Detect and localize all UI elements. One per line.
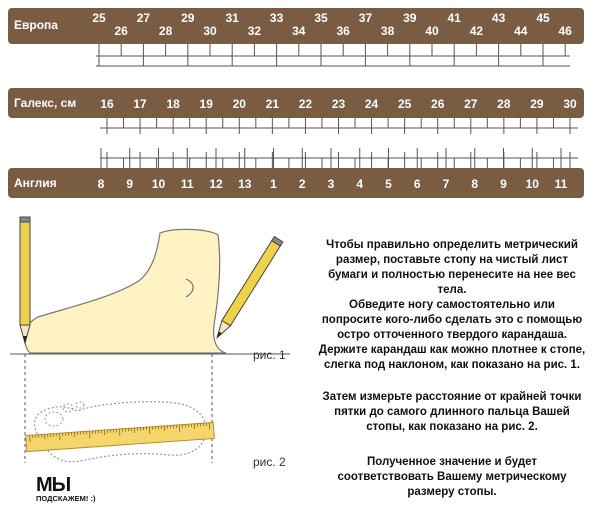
europe-upper-number-4: 33 [269, 11, 284, 25]
galeks-number-13: 29 [530, 97, 544, 111]
england-label: Англия [14, 176, 57, 190]
europe-upper-number-1: 27 [136, 11, 151, 25]
england-number-8: 3 [327, 177, 335, 191]
galeks-number-9: 25 [397, 97, 412, 111]
england-number-12: 7 [442, 177, 450, 191]
england-number-3: 11 [180, 177, 194, 191]
pencil-right-icon [213, 237, 283, 341]
europe-upper-number-7: 39 [403, 11, 417, 25]
galeks-label: Галекс, см [14, 96, 77, 110]
europe-upper-number-3: 31 [225, 11, 239, 25]
galeks-number-2: 18 [166, 97, 180, 111]
europe-upper-number-10: 45 [536, 11, 550, 25]
instruction-paragraph-4: Полученное значение и будет соответствовать Вашему метрическому размеру стопы. [337, 456, 567, 498]
england-number-11: 6 [413, 177, 421, 191]
europe-upper-number-5: 35 [314, 11, 328, 25]
england-number-6: 1 [270, 177, 277, 191]
logo-sub-text: ПОДСКАЖЕМ! :) [36, 494, 96, 503]
foot-side-view [25, 229, 226, 353]
europe-lower-number-7: 40 [425, 24, 439, 38]
toe-3 [76, 402, 84, 408]
europe-lower-number-2: 30 [203, 24, 217, 38]
instruction-paragraph-2: Обведите ногу самостоятельно или попросите кого-либо сделать это с помощью остро отточенного твердого карандаша. Держите карандаш как можно плотнее к стопе, слегка под наклоном, как показано на рис. 1. [318, 299, 586, 371]
europe-lower-number-5: 36 [336, 24, 350, 38]
europe-upper-number-9: 43 [491, 11, 506, 25]
pencil-left-icon [20, 217, 30, 343]
europe-upper-number-0: 25 [92, 11, 106, 25]
europe-lower-number-3: 32 [247, 24, 262, 38]
england-number-1: 9 [126, 177, 134, 191]
galeks-number-8: 24 [364, 97, 379, 111]
europe-lower-number-6: 38 [380, 24, 395, 38]
europe-upper-number-8: 41 [447, 11, 461, 25]
england-number-10: 5 [385, 177, 392, 191]
galeks-number-1: 17 [133, 97, 147, 111]
england-number-14: 9 [500, 177, 507, 191]
england-number-7: 2 [298, 177, 306, 191]
galeks-number-3: 19 [199, 97, 213, 111]
ruler-icon [26, 422, 215, 451]
galeks-number-0: 16 [100, 97, 114, 111]
instruction-paragraph-1: Чтобы правильно определить метрический размер, поставьте стопу на чистый лист бумаги и полностью перенесите на нее вес тела. [326, 239, 578, 296]
europe-lower-number-9: 44 [514, 24, 528, 38]
england-number-4: 12 [209, 177, 223, 191]
galeks-number-4: 20 [232, 97, 246, 111]
logo-main-text: МЫ [36, 474, 71, 496]
europe-label: Европа [14, 18, 58, 32]
england-number-9: 4 [356, 177, 364, 191]
galeks-number-14: 30 [563, 97, 577, 111]
england-number-5: 13 [238, 177, 252, 191]
galeks-number-7: 23 [331, 97, 346, 111]
europe-upper-number-2: 29 [181, 11, 195, 25]
galeks-number-12: 28 [497, 97, 511, 111]
england-number-15: 10 [525, 177, 539, 191]
figure-1-label: рис. 1 [253, 348, 286, 362]
toe-1 [45, 412, 63, 426]
galeks-number-5: 21 [265, 97, 280, 111]
europe-lower-number-4: 34 [292, 24, 306, 38]
galeks-number-11: 27 [464, 97, 478, 111]
europe-upper-number-6: 37 [358, 11, 373, 25]
galeks-number-6: 22 [298, 97, 313, 111]
instruction-paragraph-3: Затем измерьте расстояние от крайней точки пятки до самого длинного пальца Вашей стопы, как показано на рис. 2. [322, 391, 582, 433]
galeks-number-10: 26 [431, 97, 445, 111]
england-number-13: 8 [471, 177, 479, 191]
europe-lower-number-8: 42 [469, 24, 484, 38]
logo [36, 474, 95, 503]
england-number-0: 8 [97, 177, 105, 191]
england-number-16: 11 [554, 177, 568, 191]
figure-2-label: рис. 2 [253, 455, 286, 469]
england-number-2: 10 [151, 177, 166, 191]
europe-lower-number-1: 28 [158, 24, 173, 38]
europe-lower-number-0: 26 [114, 24, 128, 38]
europe-lower-number-10: 46 [558, 24, 572, 38]
size-scale-ticks [0, 0, 600, 205]
